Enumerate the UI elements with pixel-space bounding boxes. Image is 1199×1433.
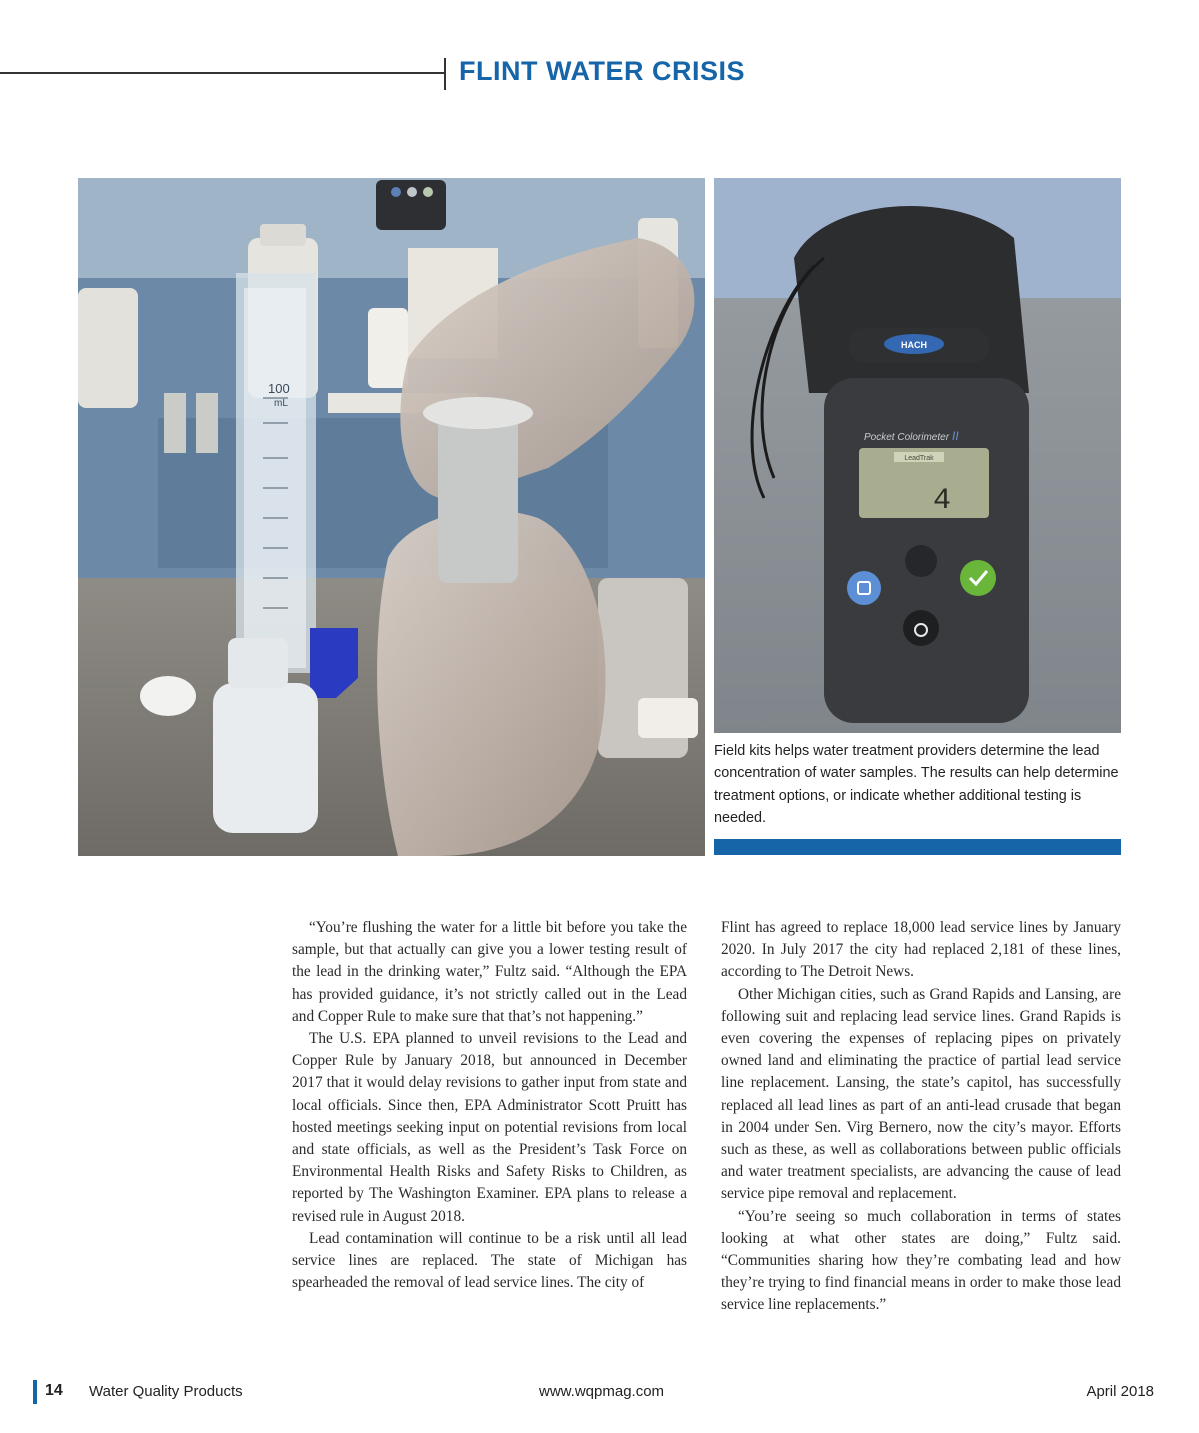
issue-date: April 2018 [1086,1383,1154,1400]
svg-text:mL: mL [274,398,288,409]
caption-accent-bar [714,839,1121,855]
header-rule [0,72,444,74]
article-column-1 [292,917,687,1294]
paragraph: Flint has agreed to replace 18,000 lead service lines by January 2020. In July 2017 the city had replaced 2,181 of these lines, according to The Detroit News. [721,919,1121,981]
header-divider [444,58,446,90]
article-column-2 [721,917,1121,1317]
paragraph: The U.S. EPA planned to unveil revisions to the Lead and Copper Rule by January 2018, but announced in December 2017 that it would delay revisions to gather input from state and local officials. Since then, EPA Administrator Scott Pruitt has hosted meetings seeking input on potential revisions from local and state officials, as well as the President’s Task Force on Environmental Health Risks and Safety Risks to Children, as reported by The Washington Examiner. EPA plans to release a revised rule in August 2018. [292,1030,687,1225]
svg-text:Pocket Colorimeter: Pocket Colorimeter [864,432,950,443]
paragraph: Other Michigan cities, such as Grand Rapids and Lansing, are following suit and replacing lead service lines. Grand Rapids is even covering the expenses of replacing pipes on privately owned land and eliminating the practice of partial lead service line replacement. Lansing, the state’s capitol, has successfully replaced all lead lines as part of an anti-lead crusade that began in 2004 under Sen. Virg Bernero, now the city’s mayor. Efforts such as these, as well as collaborations between public officials and water treatment specialists, are advancing the cause of lead service pipe removal and replacement. [721,985,1121,1203]
magazine-url: www.wqpmag.com [539,1383,665,1400]
photo-caption: Field kits helps water treatment providers determine the lead concentration of water samples. The results can help determine treatment options, or indicate whether additional testing is needed. [714,743,1119,827]
footer-accent-bar [33,1380,37,1404]
paragraph: “You’re flushing the water for a little bit before you take the sample, but that actually can give you a lower testing result of the lead in the drinking water,” Fultz said. “Although the EPA has provided guidance, it’s not strictly called out in the Lead and Copper Rule to make sure that that’s not happening.” [292,919,687,1025]
colorimeter-photo [714,178,1121,733]
page-number: 14 [45,1382,63,1399]
section-title: FLINT WATER CRISIS [459,56,745,86]
brand-logo: HACH [901,340,927,350]
svg-text:II: II [952,429,959,443]
reading-display: 4 [932,484,952,518]
svg-text:LeadTrak: LeadTrak [904,455,934,462]
paragraph: “You’re seeing so much collaboration in terms of states looking at what other states are doing,” Fultz said. “Communities sharing how they’re combating lead and how they’re trying to find financial means in order to make those lead service line replacements.” [721,1207,1121,1314]
lab-test-photo [78,178,705,856]
paragraph: Lead contamination will continue to be a risk until all lead service lines are replaced. The state of Michigan has spearheaded the removal of lead service lines. The city of [292,1229,687,1292]
cylinder-label: 100 [268,381,290,396]
page-footer [0,1380,1199,1410]
magazine-name: Water Quality Products [89,1383,243,1400]
